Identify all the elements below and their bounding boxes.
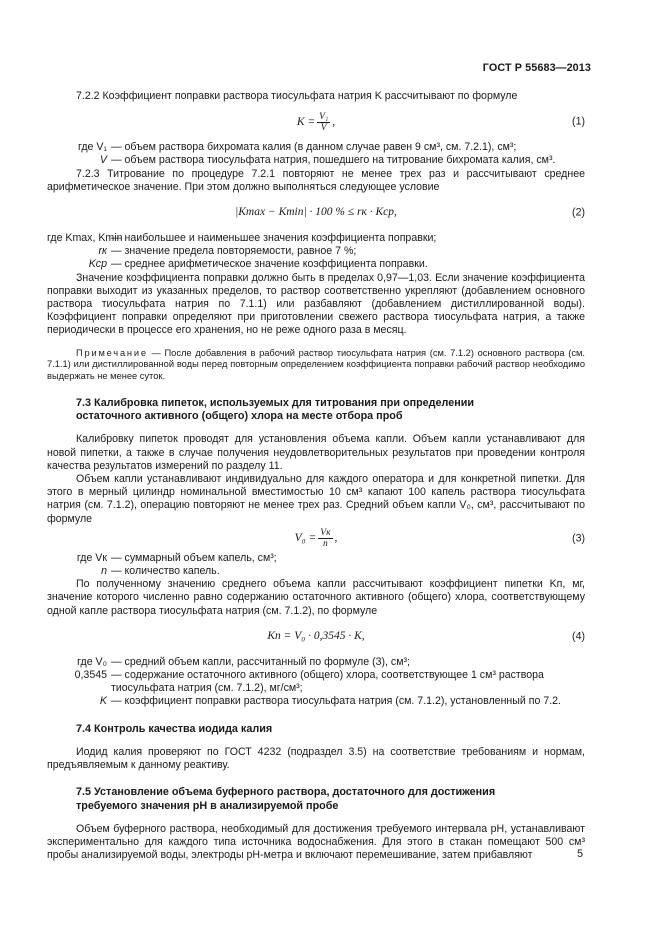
section-7-3-paragraph-3: По полученному значению среднего объема капли рассчитывают коэффициент пипетки Kп, мг, значение которого численно равно содержанию остаточного активного (общего) хлора, соответствующему одной капле раствора тиосульфата натрия (см. 7.1.2), по формуле bbox=[47, 578, 585, 617]
formula-3-denominator: n bbox=[323, 539, 328, 550]
section-7-5-title-line1: 7.5 Установление объема буферного раствора, достаточного для достижения bbox=[76, 786, 496, 799]
formula-1-fraction bbox=[317, 112, 330, 133]
where-label: n bbox=[101, 565, 107, 578]
formula-2-expression: |Kmax − Kmin| · 100 % ≤ rк · Kср, bbox=[235, 206, 397, 219]
where-text: — объем раствора бихромата калия (в данном случае равен 9 см³, см. 7.2.1), см³; bbox=[111, 141, 517, 154]
where-row bbox=[47, 695, 585, 708]
formula-2 bbox=[47, 200, 585, 226]
where-row bbox=[47, 552, 585, 565]
formula-1-tail: , bbox=[332, 115, 336, 128]
formula-3-number: (3) bbox=[572, 532, 585, 545]
where-text: — объем раствора тиосульфата натрия, пошедшего на титрование бихромата калия, см³. bbox=[111, 154, 556, 167]
formula-1-lhs: K = bbox=[296, 115, 316, 128]
where-text: — среднее арифметическое значение коэффициента поправки. bbox=[111, 258, 428, 271]
note-text: — После добавления в рабочий раствор тиосульфата натрия (см. 7.1.2) основного раствора (см. 7.1.1) или дистиллированной воды перед повторным определением коэффициента поправки рабочий раствор необходимо выдержать не менее суток. bbox=[47, 347, 585, 382]
formula-4-number: (4) bbox=[572, 630, 585, 643]
formula-3-tail: , bbox=[334, 532, 338, 545]
section-7-4-paragraph: Иодид калия проверяют по ГОСТ 4232 (подраздел 3.5) на соответствие требованиям и нормам, предъявляемым к данному реактиву. bbox=[47, 745, 585, 772]
where-text: — наибольшее и наименьшее значения коэффициента поправки; bbox=[111, 232, 437, 245]
correction-paragraph: Значение коэффициента поправки должно быть в пределах 0,97—1,03. Если значение коэффициента поправки выходит из указанных пределов, то раствор соответственно укрепляют (добавлением основного раствора тиосульфата натрия по 7.1.1) или разбавляют (добавлением дистиллированной воды). Коэффициент поправки определяют при приготовлении свежего раствора тиосульфата натрия, а также периодически в процессе его хранения, но не реже одного раза в месяц. bbox=[47, 271, 585, 337]
where-text: — средний объем капли, рассчитанный по формуле (3), см³; bbox=[111, 655, 410, 668]
where-label: Kср bbox=[88, 258, 107, 271]
formula-4-expression: Kп = V₀ · 0,3545 · K, bbox=[267, 630, 365, 643]
formula-1-number: (1) bbox=[572, 115, 585, 128]
formula-4 bbox=[47, 624, 585, 650]
where-label: где Vк bbox=[76, 551, 107, 564]
page-number: 5 bbox=[577, 848, 583, 860]
where-text: — значение предела повторяемости, равное 7 %; bbox=[111, 245, 357, 258]
formula-3-lhs: V₀ = bbox=[294, 532, 317, 545]
where-label: V bbox=[99, 154, 107, 167]
formula-3-numerator: Vк bbox=[320, 528, 331, 539]
where-label: где V₀ bbox=[77, 655, 107, 668]
standard-header: ГОСТ Р 55683—2013 bbox=[482, 62, 591, 74]
where-label: где V₁ bbox=[77, 141, 107, 154]
document-body bbox=[47, 90, 585, 862]
where-row bbox=[47, 154, 585, 167]
section-7-5-title-line2: требуемого значения рН в анализируемой пробе bbox=[76, 799, 339, 812]
where-row bbox=[47, 669, 585, 695]
where-label: 0,3545 bbox=[74, 669, 107, 682]
section-7-2-3-text: 7.2.3 Титрование по процедуре 7.2.1 повторяют не менее трех раз и рассчитывают среднее арифметическое значение. При этом должно выполняться следующее условие bbox=[47, 167, 585, 193]
where-row bbox=[47, 258, 585, 271]
where-row bbox=[47, 141, 585, 154]
formula-2-number: (2) bbox=[572, 206, 585, 219]
where-text: — коэффициент поправки раствора тиосульфата натрия (см. 7.1.2), установленный по 7.2. bbox=[111, 695, 561, 708]
section-7-3-title-line1: 7.3 Калибровка пипеток, используемых для титрования при определении bbox=[76, 397, 475, 410]
where-row bbox=[47, 565, 585, 578]
note-label: Примечание bbox=[76, 347, 148, 358]
section-7-5-paragraph: Объем буферного раствора, необходимый для достижения требуемого интервала рН, устанавливают экспериментально для каждого типа источника водоснабжения. Для этого в стакан помещают 500 см³ пробы анализируемой воды, электроды рН-метра и включают перемешивание, затем прибавляют bbox=[47, 822, 585, 862]
section-7-3-paragraph-2: Объем капли устанавливают индивидуально для каждого оператора и для конкретной пипетки. Для этого в мерный цилиндр номинальной вместимостью 10 см³ капают 100 капель раствора тиосульфата натрия (см. 7.1.2), операцию повторяют не менее трех раз. Средний объем капли V₀, см³, рассчитывают по формуле bbox=[47, 473, 585, 525]
note bbox=[47, 348, 585, 383]
where-label: где Kmax, Kmin bbox=[47, 232, 123, 245]
where-row bbox=[47, 656, 585, 669]
where-row bbox=[47, 232, 585, 245]
where-row bbox=[47, 245, 585, 258]
where-text: — количество капель. bbox=[111, 565, 220, 578]
formula-1 bbox=[47, 109, 585, 135]
formula-1-denominator: V bbox=[320, 122, 327, 133]
where-text: — содержание остаточного активного (общего) хлора, соответствующее 1 см³ раствора тиосульфата натрия (см. 7.1.2), мг/см³; bbox=[111, 669, 544, 695]
section-7-4-title: 7.4 Контроль качества иодида калия bbox=[76, 722, 273, 735]
section-7-2-2-text: 7.2.2 Коэффициент поправки раствора тиосульфата натрия K рассчитывают по формуле bbox=[76, 90, 518, 102]
formula-3-fraction bbox=[318, 528, 332, 549]
where-label: K bbox=[99, 695, 107, 708]
where-label: rк bbox=[98, 245, 107, 258]
formula-1-numerator: V₁ bbox=[319, 111, 329, 122]
section-7-3-title-line2: остаточного активного (общего) хлора на месте отбора проб bbox=[76, 410, 403, 423]
section-7-3-paragraph-1: Калибровку пипеток проводят для установления объема капли. Объем капли устанавливают для новой пипетки, а также в случае получения неудовлетворительных результатов при проведении контроля качества результатов измерений по разделу 11. bbox=[47, 433, 585, 472]
formula-3 bbox=[47, 526, 585, 552]
where-text: — суммарный объем капель, см³; bbox=[111, 551, 277, 564]
